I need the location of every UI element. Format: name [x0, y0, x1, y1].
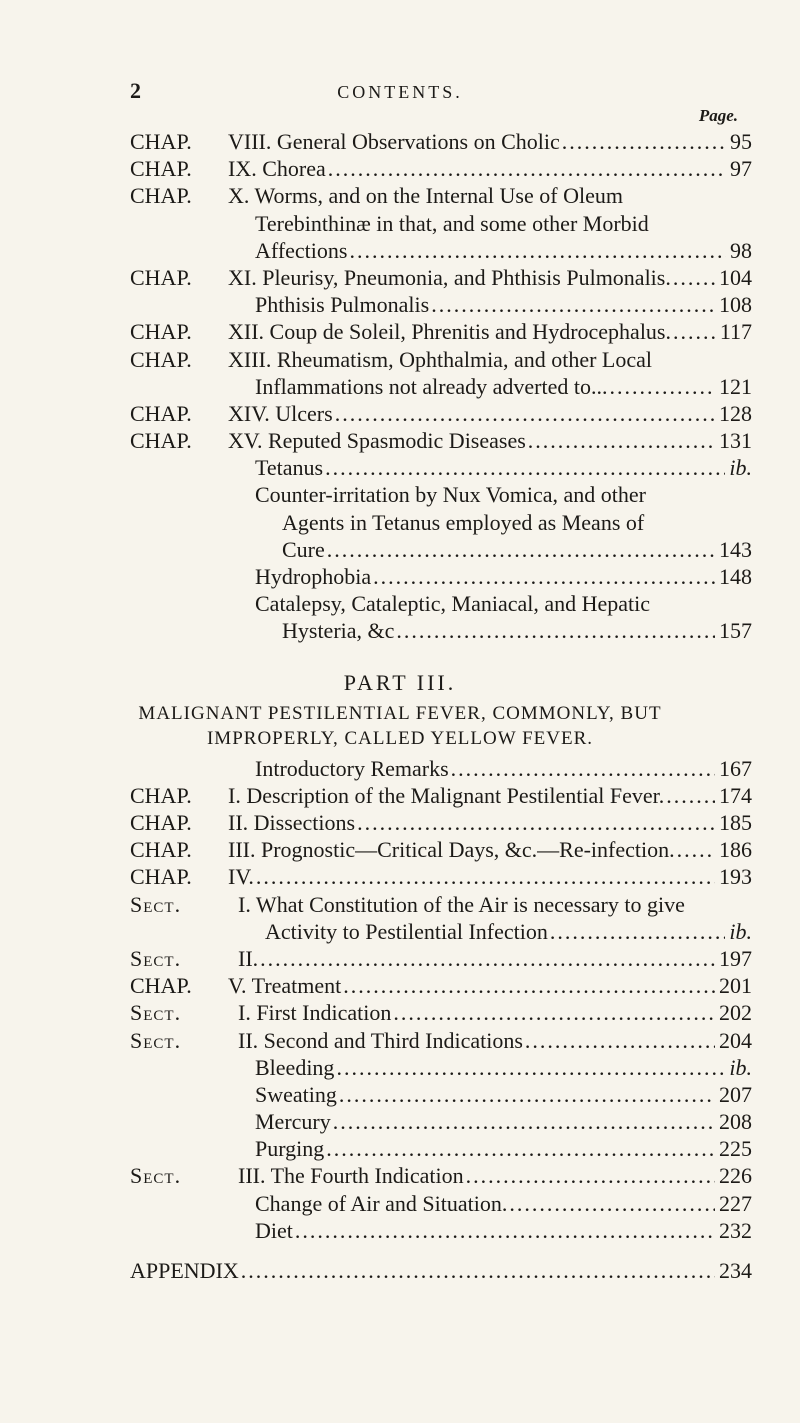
entry-page-number: 208 [719, 1109, 752, 1135]
entry-title: VIII. General Observations on Cholic [228, 129, 560, 154]
appendix-label: APPENDIX [130, 1258, 239, 1284]
entry-title-line-continued: I. What Constitution of the Air is necessary to give [238, 891, 685, 917]
entry-title-line [238, 945, 752, 972]
entry-title: Diet [255, 1217, 293, 1243]
entry-page-number: 201 [719, 973, 752, 999]
toc-entry [0, 1027, 800, 1054]
entry-page-number: 204 [719, 1027, 752, 1053]
entry-title: III. The Fourth Indication [238, 1163, 464, 1189]
dot-leader [336, 1054, 725, 1081]
part2-entries [0, 128, 800, 645]
table-of-contents [0, 128, 800, 1285]
entry-title-line [228, 318, 752, 345]
dot-leader [295, 1217, 715, 1244]
entry-title-line [255, 1190, 752, 1217]
chap-label: CHAP. [130, 428, 192, 454]
dot-leader [525, 1027, 715, 1054]
toc-entry [0, 863, 800, 890]
entry-title: Phthisis Pulmonalis [255, 292, 430, 318]
entry-title: XIV. Ulcers [228, 400, 333, 426]
entry-title-line [238, 1027, 752, 1054]
entry-page-number: 226 [719, 1163, 752, 1189]
entry-title: Sweating [255, 1081, 337, 1107]
chap-label: CHAP. [130, 183, 192, 209]
entry-title: I. Description of the Malignant Pestilential Fever. [228, 782, 665, 808]
entry-title: Cure [282, 536, 325, 562]
entry-title: II. [238, 945, 259, 971]
entry-page-number: ib. [729, 1054, 752, 1080]
dot-leader [373, 563, 715, 590]
toc-entry [0, 291, 800, 318]
entry-title: Tetanus [255, 455, 324, 481]
entry-title: Introductory Remarks [255, 755, 449, 781]
entry-page-number: 108 [719, 292, 752, 318]
entry-title: Hysteria, &c [282, 618, 395, 644]
chap-label: CHAP. [130, 129, 192, 154]
toc-entry [0, 999, 800, 1026]
part3-heading: PART III. [343, 669, 457, 695]
entry-title-line [255, 1054, 752, 1081]
entry-title-line [255, 1217, 752, 1244]
part3-subtitle-line2: IMPROPERLY, CALLED YELLOW FEVER. [206, 727, 593, 749]
sect-label: Sect. [130, 1000, 182, 1026]
page-header [0, 78, 800, 125]
toc-entry [0, 481, 800, 563]
dot-leader [339, 1081, 715, 1108]
entry-page-number: 174 [719, 782, 752, 808]
entry-title: XI. Pleurisy, Pneumonia, and Phthisis Pulmonalis. [228, 264, 671, 290]
dot-leader [333, 1108, 715, 1135]
toc-entry [0, 590, 800, 644]
toc-entry [0, 264, 800, 291]
dot-leader [357, 809, 715, 836]
entry-page-number: 157 [719, 618, 752, 644]
entry-page-number: 207 [719, 1081, 752, 1107]
dot-leader [431, 291, 715, 318]
page-column-label: Page. [698, 106, 738, 125]
entry-page-number: 131 [719, 428, 752, 454]
dot-leader [335, 400, 715, 427]
appendix-page: 234 [719, 1258, 752, 1284]
chap-label: CHAP. [130, 156, 192, 182]
dot-leader [677, 836, 715, 863]
entry-title-line-continued: X. Worms, and on the Internal Use of Oleum [228, 183, 623, 209]
entry-page-number: 193 [719, 864, 752, 890]
entry-title-line-continued: XIII. Rheumatism, Ophthalmia, and other Local [228, 346, 652, 372]
dot-leader [673, 264, 715, 291]
toc-entry [0, 755, 800, 782]
entry-page-number: 167 [719, 755, 752, 781]
dot-leader [451, 755, 715, 782]
entry-page-number: ib. [729, 918, 752, 944]
entry-title-line [228, 400, 752, 427]
entry-title-line [255, 755, 752, 782]
toc-entry [0, 809, 800, 836]
entry-page-number: 97 [730, 156, 752, 182]
entry-title-line [228, 264, 752, 291]
entry-title-line-continued: Terebinthinæ in that, and some other Morbid [255, 210, 649, 236]
toc-entry [0, 427, 800, 454]
toc-entry [0, 1217, 800, 1244]
dot-leader [666, 782, 715, 809]
dot-leader [260, 945, 715, 972]
chap-label: CHAP. [130, 973, 192, 999]
toc-entry [0, 1054, 800, 1081]
toc-entry [0, 400, 800, 427]
toc-entry [0, 945, 800, 972]
dot-leader [327, 536, 715, 563]
entry-page-number: 225 [719, 1136, 752, 1162]
chap-label: CHAP. [130, 864, 192, 890]
entry-title-line [255, 1135, 752, 1162]
entry-title: Activity to Pestilential Infection [265, 918, 548, 944]
toc-entry [0, 318, 800, 345]
toc-entry [0, 1162, 800, 1189]
entry-page-number: 128 [719, 400, 752, 426]
dot-leader [343, 972, 715, 999]
entry-page-number: 117 [719, 319, 752, 345]
toc-entry [0, 836, 800, 863]
entry-title-line [255, 536, 752, 563]
entry-title-line [238, 999, 752, 1026]
entry-title-line-continued: Agents in Tetanus employed as Means of [282, 509, 645, 535]
sect-label: Sect. [130, 891, 182, 917]
entry-page-number: 143 [719, 536, 752, 562]
dot-leader [326, 1135, 715, 1162]
dot-leader [673, 318, 716, 345]
part3-entries [0, 755, 800, 1244]
sect-label: Sect. [130, 1027, 182, 1053]
entry-title-line-continued: Counter-irritation by Nux Vomica, and other [255, 482, 647, 508]
entry-title: Mercury [255, 1109, 331, 1135]
entry-title-line [228, 863, 752, 890]
entry-title-line [255, 563, 752, 590]
entry-title: II. Second and Third Indications [238, 1027, 523, 1053]
entry-title-line [238, 918, 752, 945]
entry-title: XII. Coup de Soleil, Phrenitis and Hydrocephalus. [228, 319, 671, 345]
dot-leader [550, 918, 725, 945]
toc-entry [0, 346, 800, 400]
chap-label: CHAP. [130, 810, 192, 836]
toc-entry [0, 128, 800, 155]
dot-leader [610, 373, 716, 400]
chap-label: CHAP. [130, 782, 192, 808]
dot-leader [562, 128, 726, 155]
entry-title-line [228, 155, 752, 182]
running-head: CONTENTS. [337, 82, 463, 102]
toc-entry [0, 1108, 800, 1135]
entry-page-number: 202 [719, 1000, 752, 1026]
toc-entry [0, 1135, 800, 1162]
entry-title-line [228, 972, 752, 999]
entry-title-line [228, 809, 752, 836]
page-number: 2 [130, 78, 141, 103]
entry-page-number: 185 [719, 810, 752, 836]
toc-entry [0, 1081, 800, 1108]
entry-title: Inflammations not already adverted to... [255, 373, 608, 399]
entry-title: Bleeding [255, 1054, 335, 1080]
entry-page-number: 121 [719, 373, 752, 399]
entry-title-line [255, 617, 752, 644]
chap-label: CHAP. [130, 264, 192, 290]
dot-leader [396, 617, 715, 644]
dot-leader [349, 237, 726, 264]
chap-label: CHAP. [130, 400, 192, 426]
entry-title: V. Treatment [228, 973, 342, 999]
entry-title: Affections [255, 237, 348, 263]
dot-leader [328, 155, 726, 182]
entry-title: I. First Indication [238, 1000, 392, 1026]
entry-page-number: 148 [719, 564, 752, 590]
entry-title: IV. [228, 864, 254, 890]
entry-title: III. Prognostic—Critical Days, &c.—Re-infection. [228, 837, 675, 863]
entry-page-number: 186 [719, 837, 752, 863]
toc-entry [0, 454, 800, 481]
entry-title-line [255, 454, 752, 481]
dot-leader [325, 454, 725, 481]
chap-label: CHAP. [130, 319, 192, 345]
entry-title: XV. Reputed Spasmodic Diseases [228, 428, 526, 454]
toc-entry [0, 563, 800, 590]
toc-entry [0, 891, 800, 945]
entry-title-line [228, 373, 752, 400]
chap-label: CHAP. [130, 346, 192, 372]
entry-title-line [255, 1081, 752, 1108]
entry-title-line [238, 1162, 752, 1189]
entry-title: Hydrophobia [255, 564, 372, 590]
part3-subtitle-line1: MALIGNANT PESTILENTIAL FEVER, COMMONLY, BUT [138, 702, 662, 724]
dot-leader [241, 1258, 715, 1285]
entry-title: II. Dissections [228, 810, 356, 836]
entry-title-line [228, 128, 752, 155]
dot-leader [256, 863, 715, 890]
dot-leader [466, 1162, 715, 1189]
entry-title-line [255, 1108, 752, 1135]
entry-title-line-continued: Catalepsy, Cataleptic, Maniacal, and Hepatic [255, 591, 651, 617]
dot-leader [528, 427, 715, 454]
dot-leader [393, 999, 715, 1026]
entry-title: IX. Chorea [228, 156, 326, 182]
entry-title-line [228, 237, 752, 264]
toc-entry [0, 972, 800, 999]
sect-label: Sect. [130, 945, 182, 971]
entry-title-line [228, 427, 752, 454]
entry-page-number: 98 [730, 237, 752, 263]
entry-title-line [228, 782, 752, 809]
entry-page-number: 95 [730, 129, 752, 154]
dot-leader [509, 1190, 715, 1217]
chap-label: CHAP. [130, 837, 192, 863]
toc-entry [0, 782, 800, 809]
entry-page-number: ib. [729, 455, 752, 481]
entry-page-number: 104 [719, 264, 752, 290]
toc-entry [0, 182, 800, 264]
entry-page-number: 232 [719, 1217, 752, 1243]
toc-entry [0, 1190, 800, 1217]
entry-title: Purging [255, 1136, 325, 1162]
entry-title-line [228, 836, 752, 863]
appendix-entry [0, 1258, 800, 1285]
entry-page-number: 197 [719, 945, 752, 971]
entry-title-line [255, 291, 752, 318]
entry-title: Change of Air and Situation. [255, 1190, 508, 1216]
entry-page-number: 227 [719, 1190, 752, 1216]
sect-label: Sect. [130, 1163, 182, 1189]
toc-entry [0, 155, 800, 182]
